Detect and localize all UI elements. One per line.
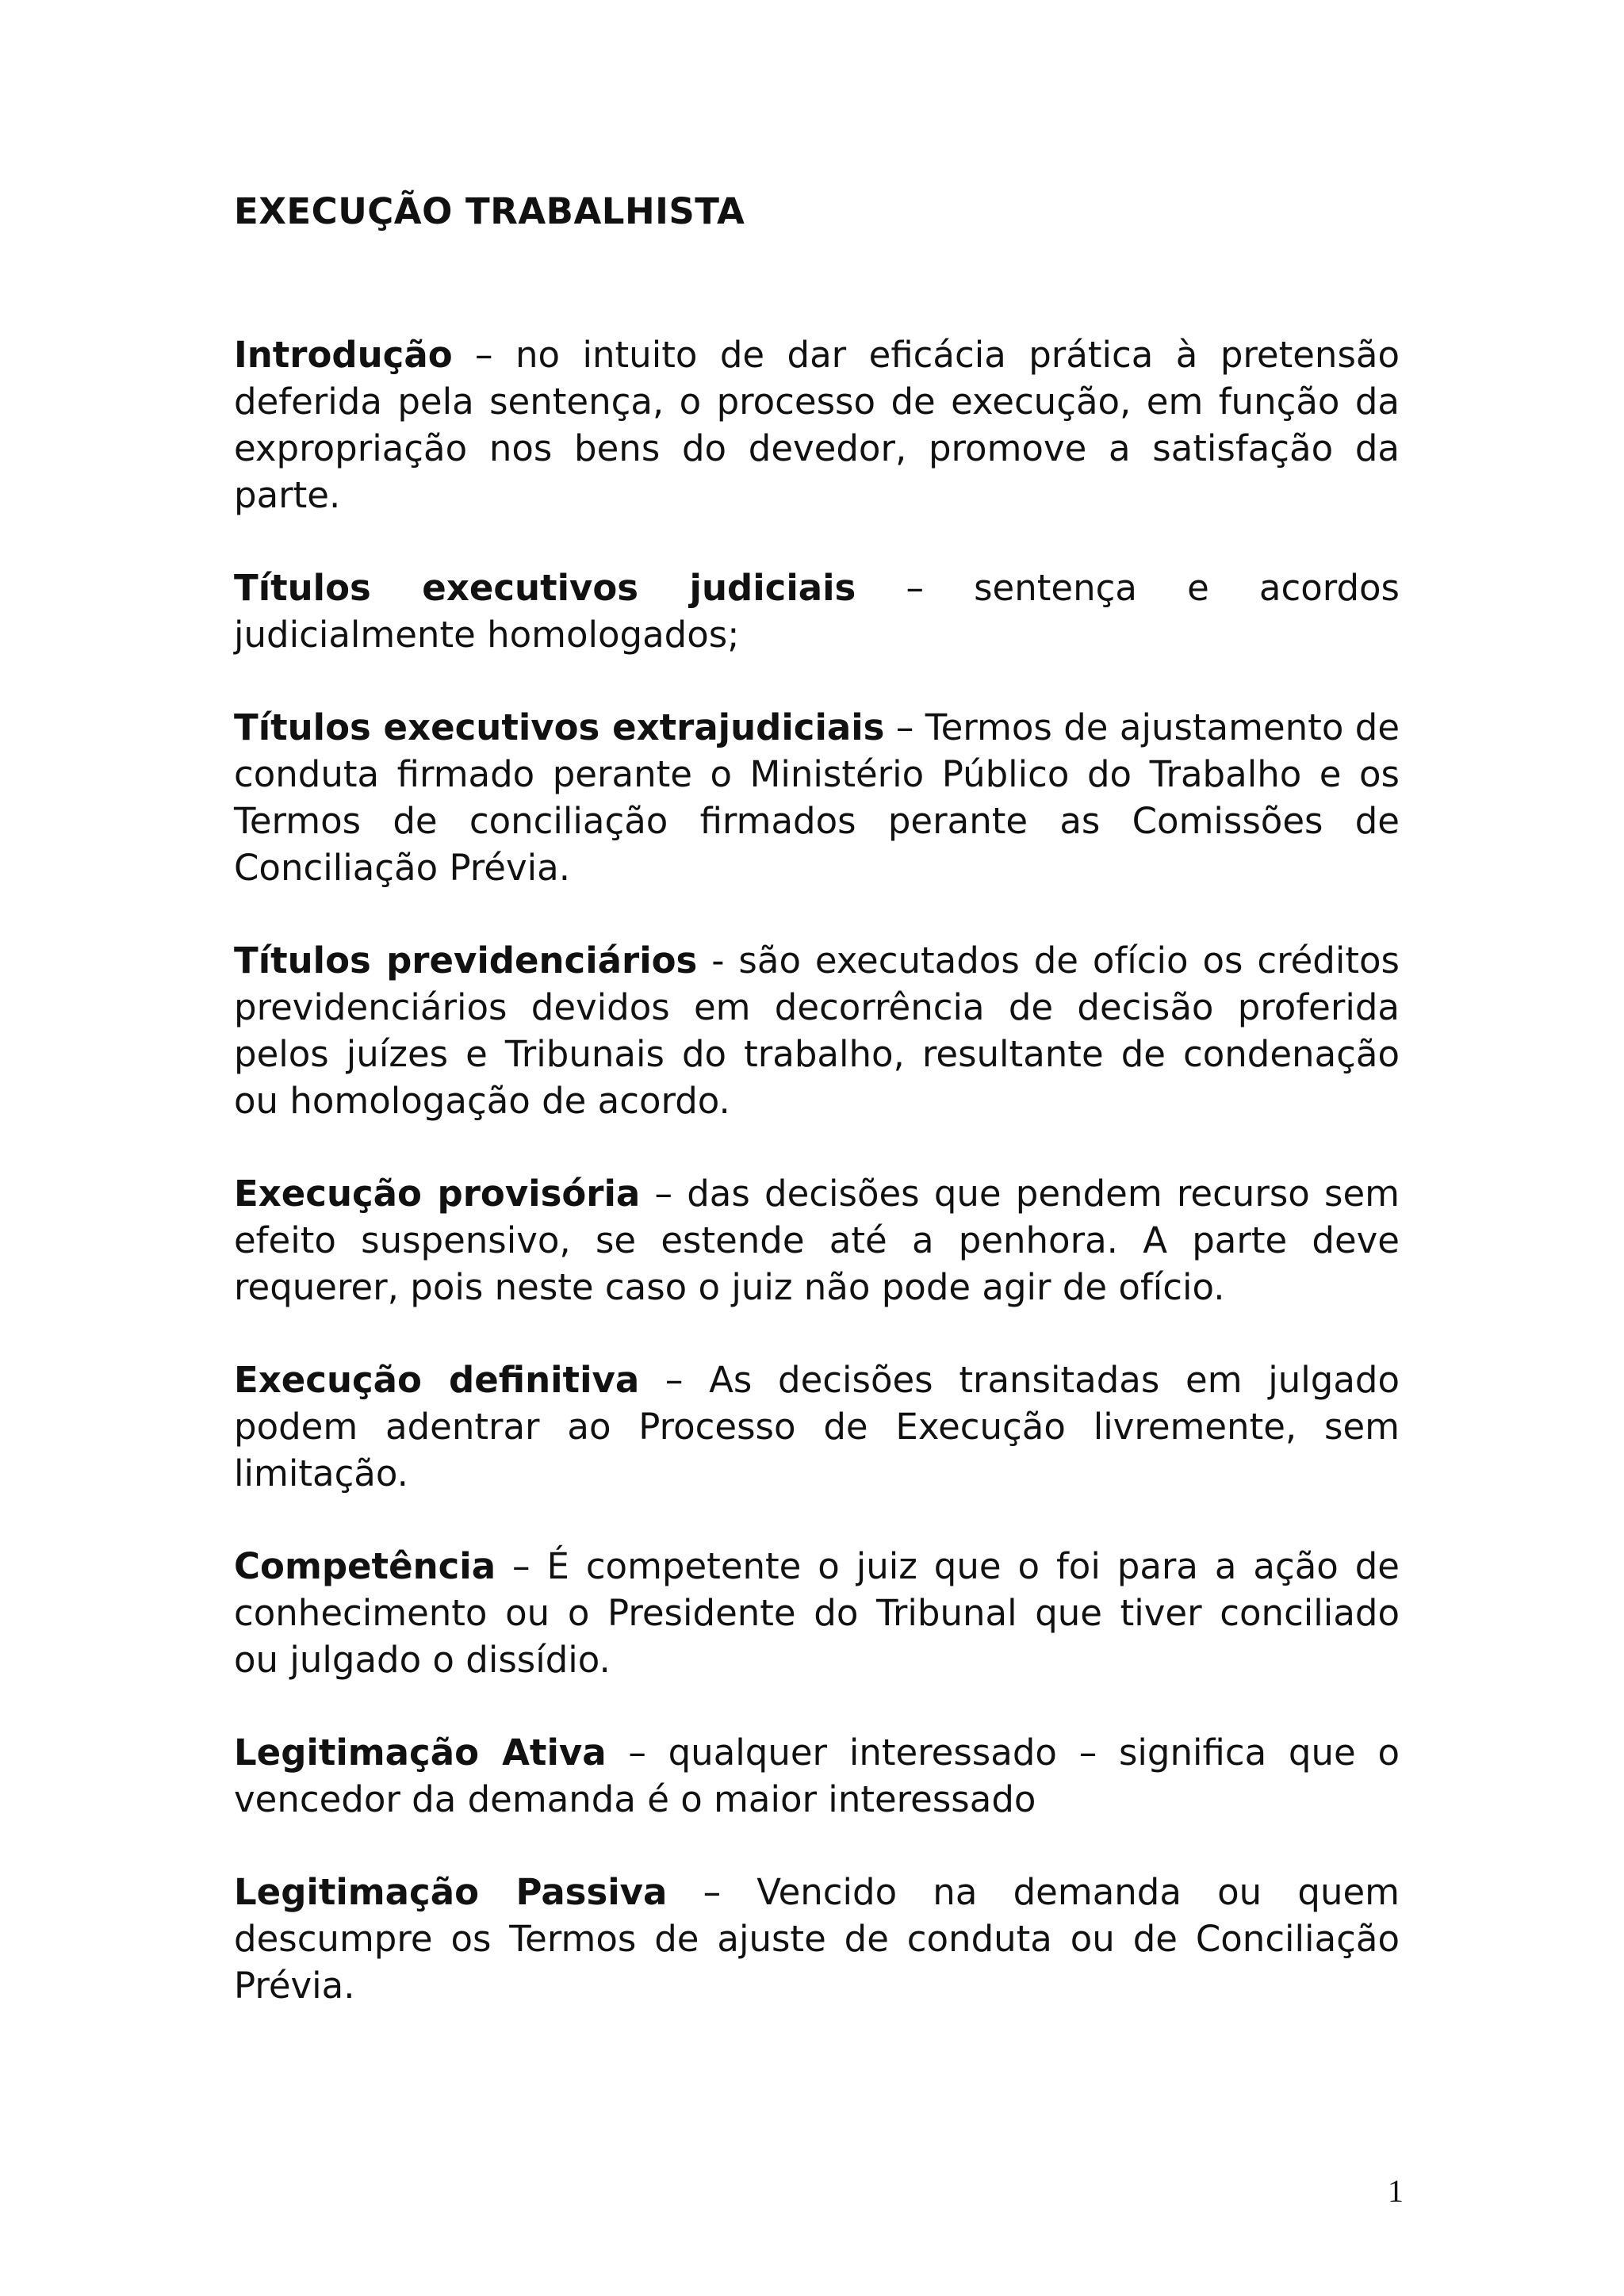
document-title: EXECUÇÃO TRABALHISTA xyxy=(234,190,745,232)
section-text: – sentença e acordos judicialmente homologados; xyxy=(234,567,1400,656)
section-term: Competência xyxy=(234,1545,496,1587)
section-text: – Vencido na demanda ou quem descumpre os Termos de ajuste de conduta ou de Conciliação Prévia. xyxy=(234,1871,1400,2007)
section-term: Legitimação Passiva xyxy=(234,1871,668,1913)
section-term: Execução definitiva xyxy=(234,1359,640,1401)
section-legitimacao-ativa xyxy=(234,1729,1400,1823)
section-text: – qualquer interessado – significa que o vencedor da demanda é o maior interessado xyxy=(234,1732,1400,1820)
section-execucao-definitiva xyxy=(234,1357,1400,1497)
section-term: Títulos executivos extrajudiciais xyxy=(234,706,885,748)
section-text: – É competente o juiz que o foi para a ação de conhecimento ou o Presidente do Tribunal que tiver conciliado ou julgado o dissídio. xyxy=(234,1545,1400,1681)
section-term: Títulos previdenciários xyxy=(234,939,698,982)
section-introducao xyxy=(234,331,1400,519)
section-competencia xyxy=(234,1543,1400,1683)
section-text: - são executados de ofício os créditos previdenciários devidos em decorrência de decisão proferida pelos juízes e Tribunais do trabalho, resultante de condenação ou homologação de acordo. xyxy=(234,939,1400,1122)
section-legitimacao-passiva xyxy=(234,1869,1400,2009)
section-term: Introdução xyxy=(234,334,453,376)
section-text: – As decisões transitadas em julgado podem adentrar ao Processo de Execução livremente, sem limitação. xyxy=(234,1359,1400,1494)
section-term: Títulos executivos judiciais xyxy=(234,567,856,609)
section-term: Execução provisória xyxy=(234,1173,641,1215)
section-titulos-previdenciarios xyxy=(234,937,1400,1124)
section-text: – no intuito de dar eficácia prática à pretensão deferida pela sentença, o processo de execução, em função da expropriação nos bens do devedor, promove a satisfação da parte. xyxy=(234,334,1400,516)
section-execucao-provisoria xyxy=(234,1170,1400,1311)
section-titulos-judiciais xyxy=(234,564,1400,658)
document-body xyxy=(234,331,1400,2055)
section-text: – das decisões que pendem recurso sem efeito suspensivo, se estende até a penhora. A parte deve requerer, pois neste caso o juiz não pode agir de ofício. xyxy=(234,1173,1400,1308)
section-titulos-extrajudiciais xyxy=(234,704,1400,891)
section-text: – Termos de ajustamento de conduta firmado perante o Ministério Público do Trabalho e os Termos de conciliação firmados perante as Comissões de Conciliação Prévia. xyxy=(234,706,1400,889)
page-number: 1 xyxy=(1388,2173,1404,2209)
section-term: Legitimação Ativa xyxy=(234,1732,607,1774)
